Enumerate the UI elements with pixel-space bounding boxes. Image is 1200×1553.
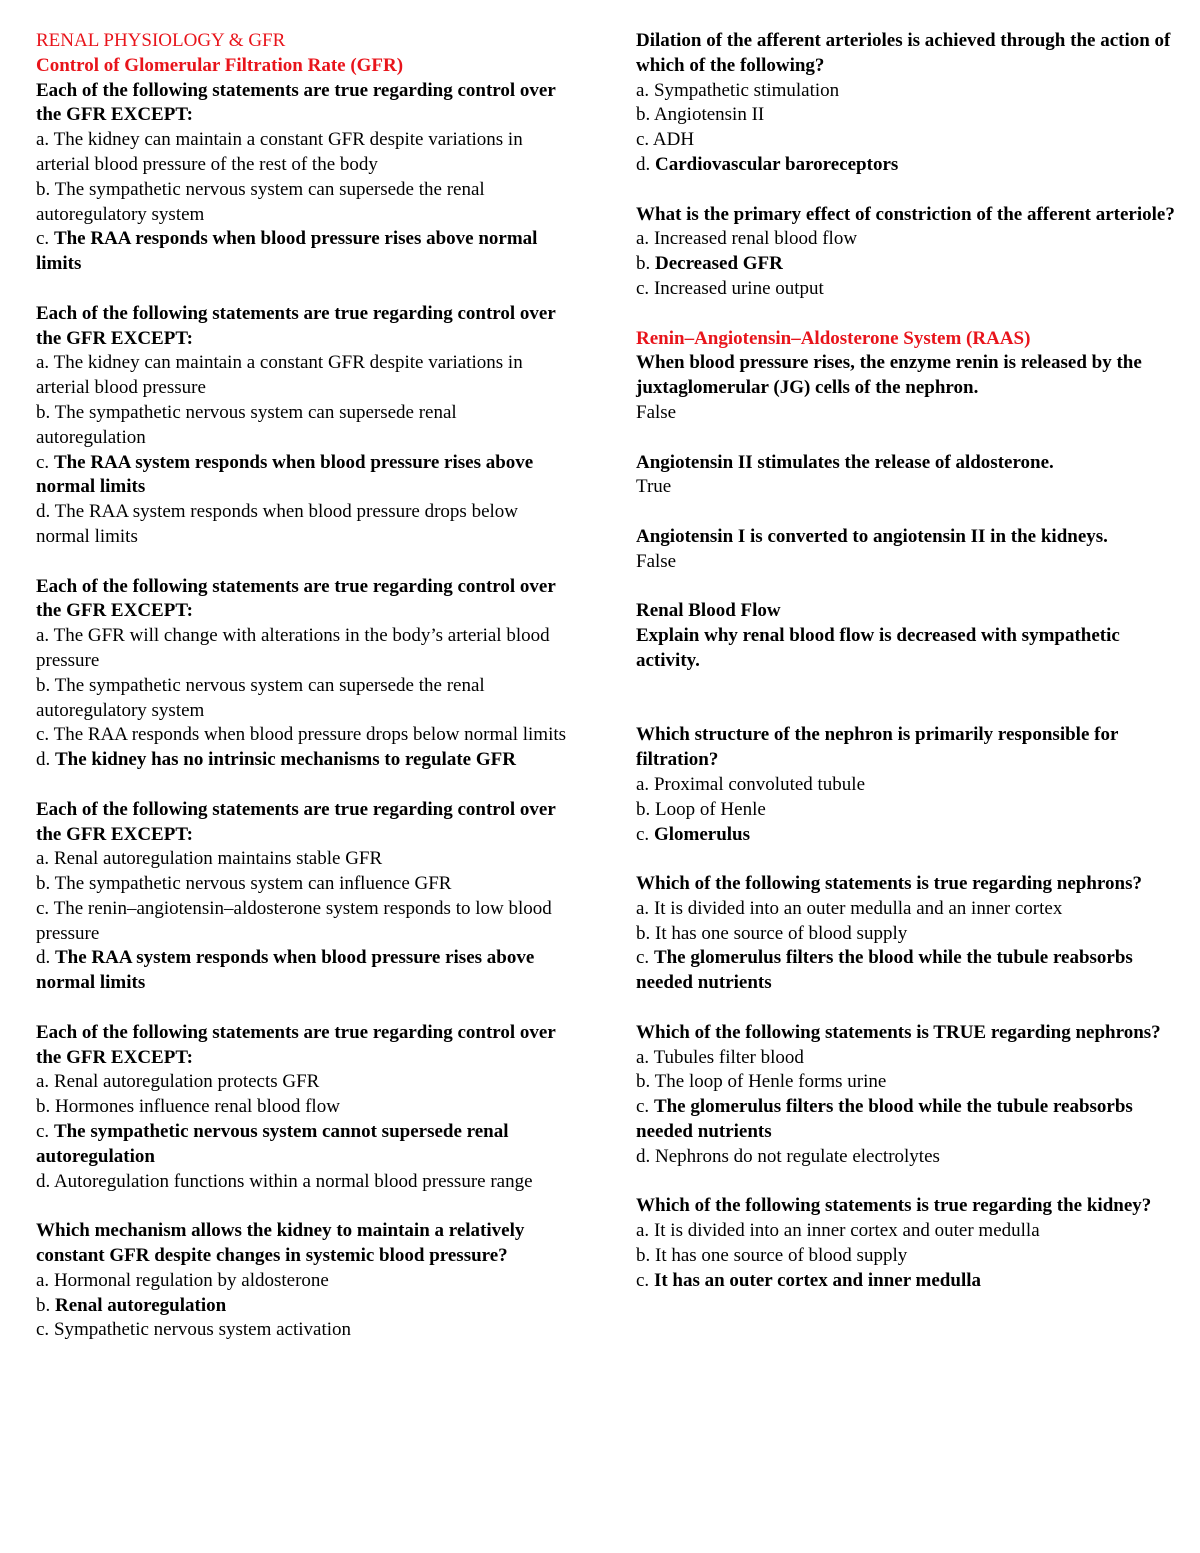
section-heading-gfr: Control of Glomerular Filtration Rate (GFR)	[36, 54, 404, 76]
question-text: Each of the following statements are true regarding control over the GFR EXCEPT:	[36, 302, 556, 349]
option-b-answer: b. Decreased GFR	[636, 253, 783, 275]
statement-answer: False	[636, 550, 677, 572]
right-column	[636, 29, 1176, 1318]
question-text: Each of the following statements are true regarding control over the GFR EXCEPT:	[36, 798, 556, 845]
question-text: What is the primary effect of constriction of the afferent arteriole?	[636, 203, 1175, 225]
option-b: b. Loop of Henle	[636, 798, 766, 820]
option-a: a. Renal autoregulation protects GFR	[36, 1071, 320, 1093]
option-a: a. It is divided into an inner cortex and outer medulla	[636, 1220, 1040, 1242]
option-d: d. The RAA system responds when blood pressure drops below normal limits	[36, 501, 519, 547]
question-text: Which of the following statements is true regarding the kidney?	[636, 1195, 1152, 1217]
statement-answer: False	[636, 401, 677, 423]
question-text: Which structure of the nephron is primarily responsible for filtration?	[636, 724, 1119, 771]
question-block	[36, 798, 568, 996]
question-block	[636, 203, 1176, 302]
option-c-answer: c. The glomerulus filters the blood while the tubule reabsorbs needed nutrients	[636, 947, 1133, 994]
option-c-answer: c. The RAA system responds when blood pressure rises above normal limits	[36, 451, 534, 498]
option-a: a. The kidney can maintain a constant GFR despite variations in arterial blood pressure of the rest of the body	[36, 129, 523, 175]
statement-text: Angiotensin I is converted to angiotensin II in the kidneys.	[636, 525, 1108, 547]
question-block	[36, 575, 568, 773]
option-c-answer: c. The sympathetic nervous system cannot supersede renal autoregulation	[36, 1121, 509, 1167]
option-b: b. It has one source of blood supply	[636, 922, 908, 944]
question-text: Which of the following statements is true regarding nephrons?	[636, 873, 1142, 895]
option-a: a. Tubules filter blood	[636, 1046, 804, 1068]
true-false-block	[636, 451, 1176, 501]
option-c: c. Sympathetic nervous system activation	[36, 1319, 352, 1341]
option-a: a. It is divided into an outer medulla and an inner cortex	[636, 897, 1063, 919]
question-block	[636, 872, 1176, 996]
document-title: RENAL PHYSIOLOGY & GFR	[36, 30, 286, 51]
question-block	[36, 1021, 568, 1195]
option-a: a. The kidney can maintain a constant GFR despite variations in arterial blood pressure	[36, 352, 523, 399]
option-c: c. The renin–angiotensin–aldosterone system responds to low blood pressure	[36, 897, 552, 944]
option-b: b. The sympathetic nervous system can supersede the renal autoregulatory system	[36, 674, 485, 721]
option-a: a. Hormonal regulation by aldosterone	[36, 1269, 329, 1291]
question-text: Explain why renal blood flow is decreased with sympathetic activity.	[636, 625, 1120, 671]
question-text: Which mechanism allows the kidney to maintain a relatively constant GFR despite changes in systemic blood pressure?	[36, 1220, 525, 1267]
option-a: a. The GFR will change with alterations in the body’s arterial blood pressure	[36, 625, 550, 671]
option-a: a. Proximal convoluted tubule	[636, 773, 866, 795]
section-heading-raas: Renin–Angiotensin–Aldosterone System (RAAS)	[636, 327, 1031, 349]
question-block	[636, 1021, 1176, 1170]
option-d: d. Autoregulation functions within a normal blood pressure range	[36, 1170, 533, 1192]
option-d-answer: d. The kidney has no intrinsic mechanisms to regulate GFR	[36, 749, 516, 771]
option-a: a. Sympathetic stimulation	[636, 79, 840, 101]
question-text: Which of the following statements is TRUE regarding nephrons?	[636, 1021, 1161, 1043]
statement-answer: True	[636, 476, 672, 498]
option-c-answer: c. The glomerulus filters the blood while the tubule reabsorbs needed nutrients	[636, 1096, 1133, 1143]
question-block	[36, 302, 568, 550]
question-block	[36, 79, 568, 277]
option-c-answer: c. It has an outer cortex and inner medulla	[636, 1269, 982, 1291]
section-heading-renal-blood-flow: Renal Blood Flow	[636, 600, 781, 622]
option-b: b. The sympathetic nervous system can influence GFR	[36, 873, 452, 895]
option-c: c. ADH	[636, 129, 695, 151]
option-b: b. The loop of Henle forms urine	[636, 1071, 887, 1093]
option-c-answer: c. The RAA responds when blood pressure rises above normal limits	[36, 228, 538, 275]
left-column	[36, 29, 568, 1368]
option-d-answer: d. The RAA system responds when blood pressure rises above normal limits	[36, 947, 535, 994]
renal-blood-flow-block	[636, 599, 1176, 673]
question-text: Dilation of the afferent arterioles is achieved through the action of which of the following?	[636, 30, 1171, 76]
question-text: Each of the following statements are true regarding control over the GFR EXCEPT:	[36, 1021, 556, 1068]
option-c: c. The RAA responds when blood pressure drops below normal limits	[36, 724, 567, 746]
question-text: Each of the following statements are true regarding control over the GFR EXCEPT:	[36, 79, 556, 126]
option-b-answer: b. Renal autoregulation	[36, 1294, 227, 1316]
option-b: b. The sympathetic nervous system can supersede renal autoregulation	[36, 401, 457, 448]
question-block	[36, 1219, 568, 1343]
option-a: a. Renal autoregulation maintains stable GFR	[36, 848, 383, 870]
statement-text: Angiotensin II stimulates the release of aldosterone.	[636, 451, 1054, 473]
question-block	[636, 29, 1176, 178]
option-b: b. The sympathetic nervous system can supersede the renal autoregulatory system	[36, 178, 485, 225]
true-false-block	[636, 525, 1176, 575]
option-b: b. Angiotensin II	[636, 104, 765, 126]
true-false-block	[636, 351, 1176, 425]
option-d: d. Nephrons do not regulate electrolytes	[636, 1145, 940, 1167]
option-c-answer: c. Glomerulus	[636, 823, 750, 845]
option-a: a. Increased renal blood flow	[636, 228, 858, 250]
option-b: b. It has one source of blood supply	[636, 1245, 908, 1267]
question-block	[636, 1194, 1176, 1293]
question-block	[636, 723, 1176, 847]
statement-text: When blood pressure rises, the enzyme renin is released by the juxtaglomerular (JG) cells of the nephron.	[636, 352, 1142, 399]
option-c: c. Increased urine output	[636, 277, 824, 299]
question-text: Each of the following statements are true regarding control over the GFR EXCEPT:	[36, 575, 556, 622]
option-d-answer: d. Cardiovascular baroreceptors	[636, 153, 899, 175]
option-b: b. Hormones influence renal blood flow	[36, 1096, 340, 1118]
